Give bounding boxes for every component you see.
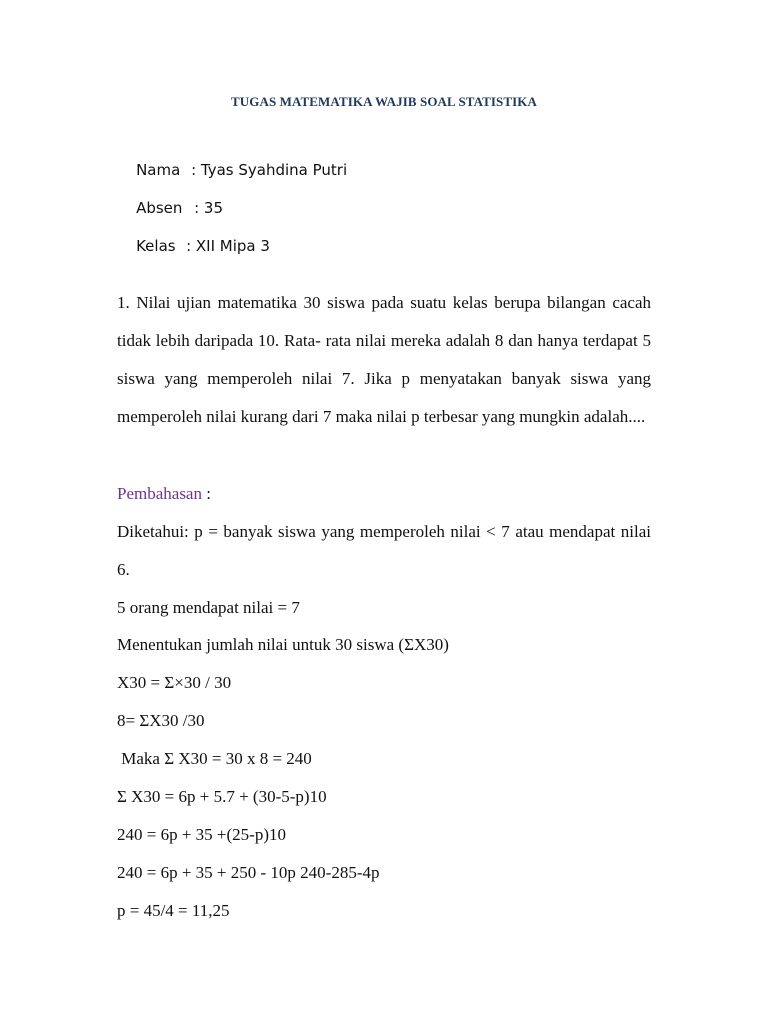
nama-value: : Tyas Syahdina Putri [191, 161, 348, 179]
pembahasan-heading [117, 484, 211, 504]
question-paragraph: 1. Nilai ujian matematika 30 siswa pada suatu kelas berupa bilangan cacah tidak lebih daripada 10. Rata- rata nilai mereka adalah 8 dan hanya terdapat 5 siswa yang memperoleh nilai 7. Jika p menyatakan banyak siswa yang memperoleh nilai kurang dari 7 maka nilai p terbesar yang mungkin adalah.... [117, 293, 651, 426]
solution-step: 8= ΣX30 /30 [117, 711, 205, 730]
solution-step: Maka Σ X30 = 30 x 8 = 240 [117, 749, 312, 768]
diketahui-paragraph: Diketahui: p = banyak siswa yang memperoleh nilai < 7 atau mendapat nilai 6. [117, 522, 651, 579]
pembahasan-label: Pembahasan [117, 484, 202, 503]
solution-step: 5 orang mendapat nilai = 7 [117, 598, 300, 617]
solution-step: Menentukan jumlah nilai untuk 30 siswa (ΣX30) [117, 635, 449, 654]
solution-step: p = 45/4 = 11,25 [117, 901, 230, 920]
solution-step: 240 = 6p + 35 + 250 - 10p 240-285-4p [117, 863, 380, 882]
kelas-value: : XII Mipa 3 [186, 237, 270, 255]
info-row-kelas [117, 219, 270, 273]
solution-step: X30 = Σ×30 / 30 [117, 673, 232, 692]
solution-step: 240 = 6p + 35 +(25-p)10 [117, 825, 286, 844]
solution-step: Σ X30 = 6p + 5.7 + (30-5-p)10 [117, 787, 327, 806]
absen-value: : 35 [194, 199, 223, 217]
pembahasan-colon: : [201, 484, 211, 503]
nama-label: Nama [136, 161, 181, 179]
document-title: TUGAS MATEMATIKA WAJIB SOAL STATISTIKA [230, 94, 537, 109]
kelas-label: Kelas [136, 237, 176, 255]
absen-label: Absen [136, 199, 183, 217]
